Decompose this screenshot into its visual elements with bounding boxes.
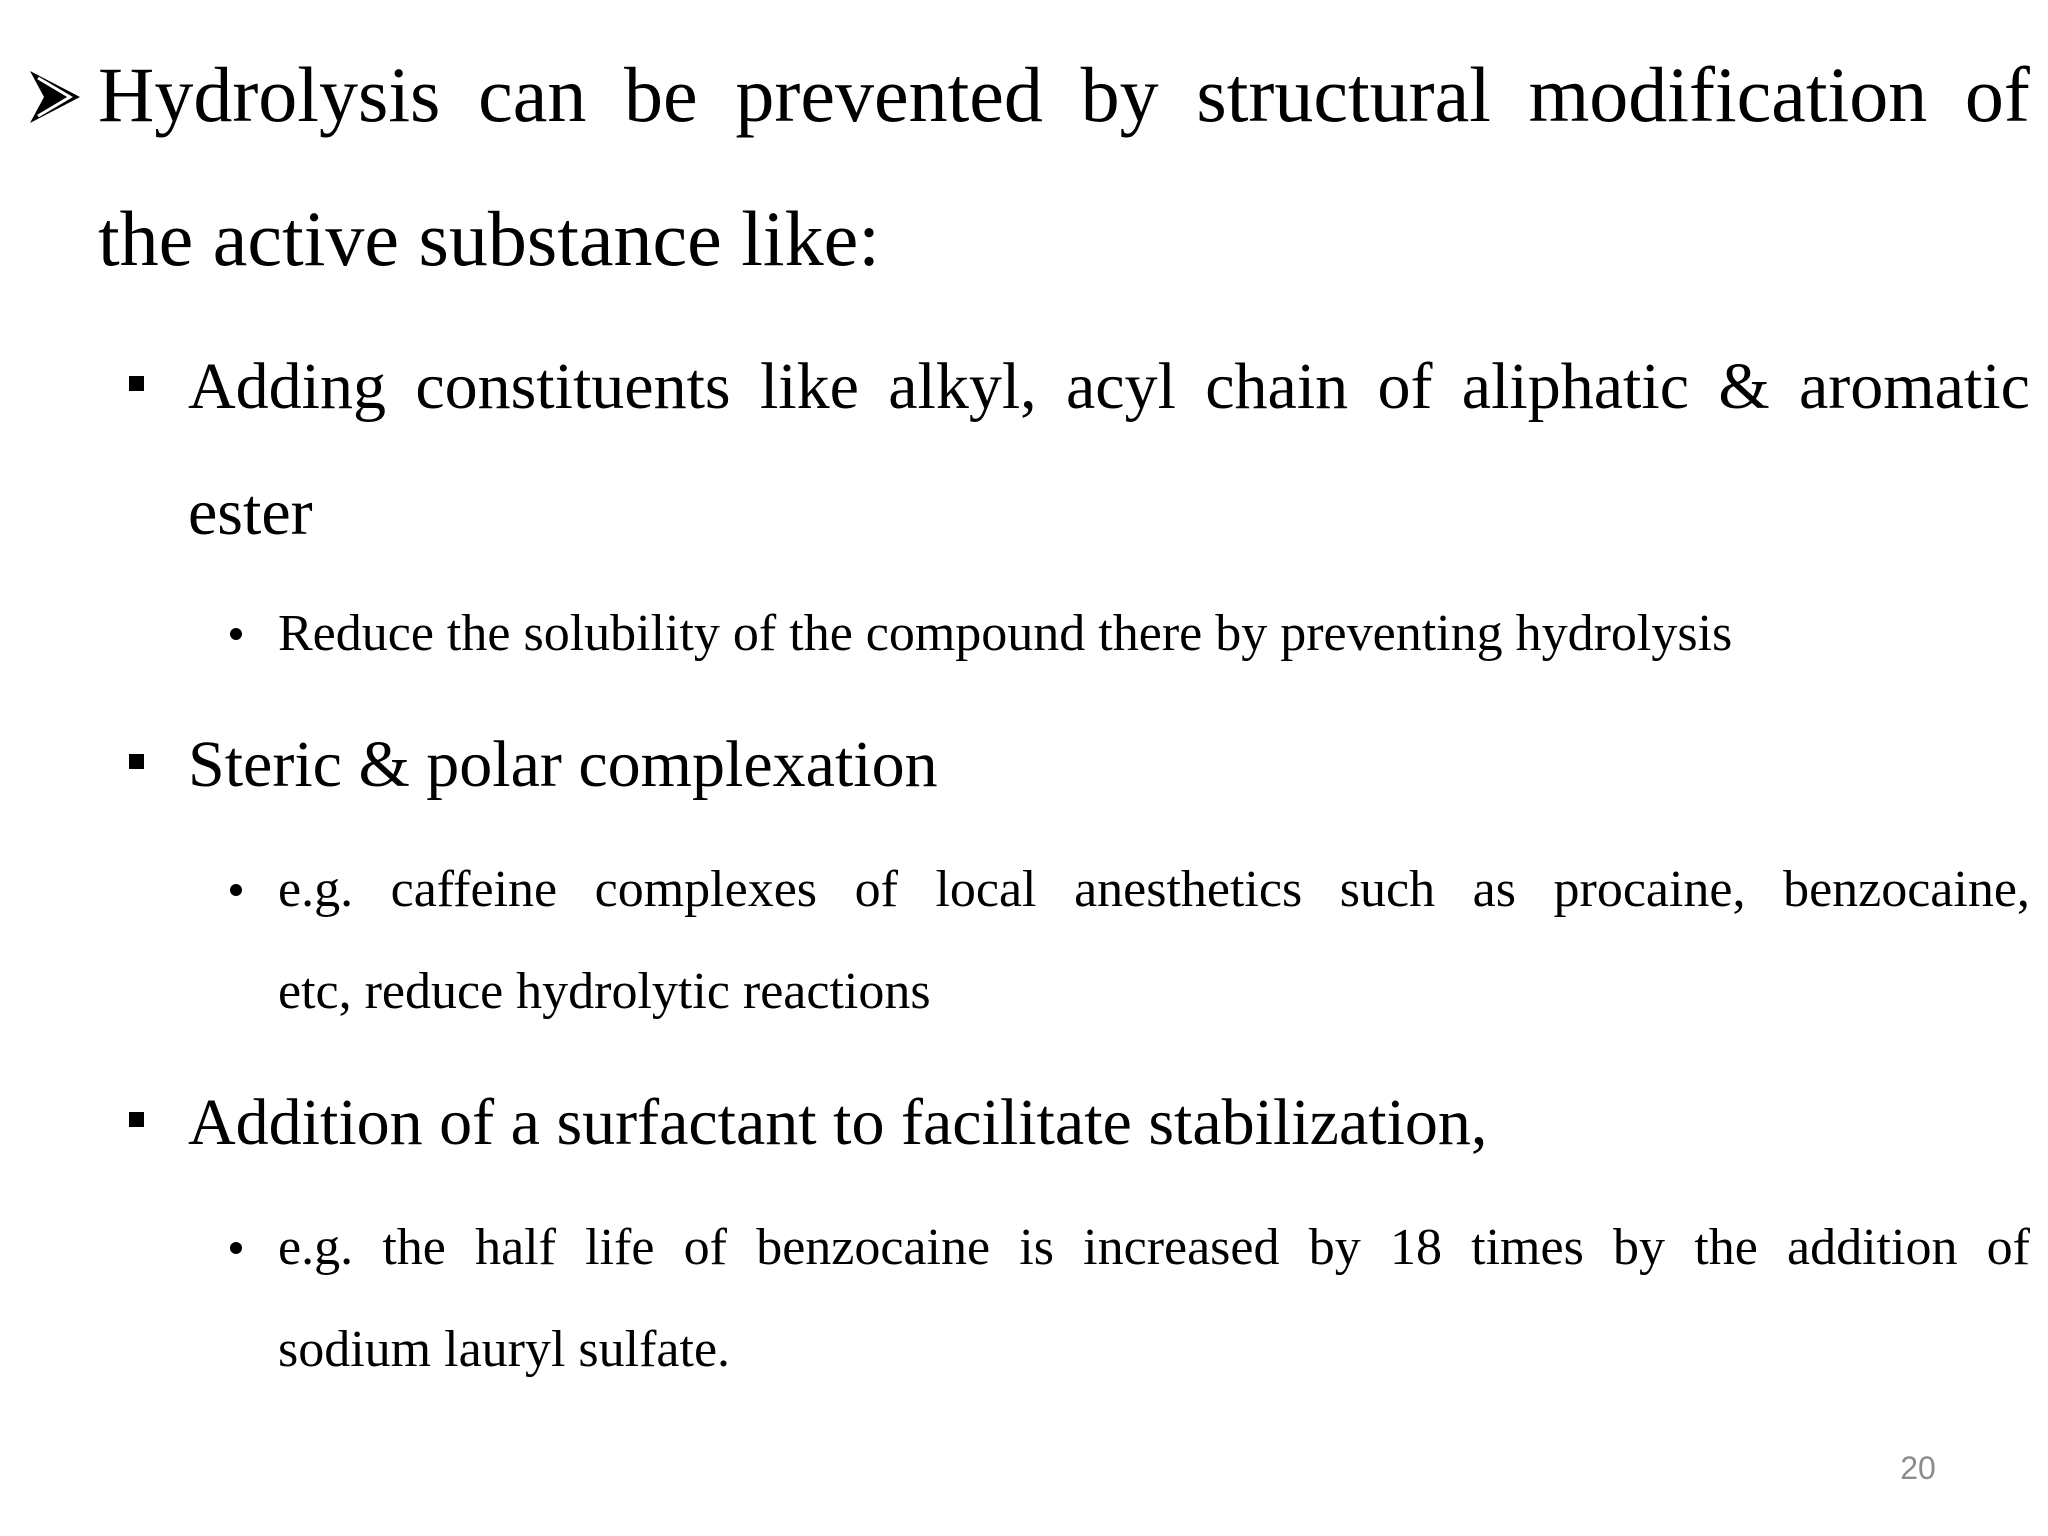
- word: &: [1718, 350, 1770, 423]
- word: structural: [1196, 51, 1491, 138]
- word: modification: [1528, 51, 1928, 138]
- word: aliphatic: [1461, 350, 1690, 423]
- word: acyl: [1066, 350, 1176, 423]
- word: like: [759, 350, 859, 423]
- page-number: 20: [1900, 1450, 1936, 1486]
- dot-bullet-icon: [230, 884, 242, 896]
- word: 18: [1389, 1219, 1442, 1276]
- word: aromatic: [1799, 350, 2030, 423]
- word: complexes: [594, 861, 818, 918]
- word: chain: [1205, 350, 1349, 423]
- item-2-sub-line-1: [278, 861, 2030, 918]
- word: benzocaine: [756, 1219, 991, 1276]
- main-bullet-line-1: [98, 51, 2030, 138]
- word: increased: [1083, 1219, 1280, 1276]
- item-3-sub-line-2: sodium lauryl sulfate.: [278, 1321, 731, 1378]
- word: times: [1471, 1219, 1584, 1276]
- square-bullet-icon: [129, 1112, 144, 1127]
- main-bullet-line-2: the active substance like:: [98, 195, 880, 282]
- word: by: [1308, 1219, 1361, 1276]
- word: constituents: [415, 350, 731, 423]
- word: of: [1964, 51, 2030, 138]
- word: caffeine: [390, 861, 558, 918]
- word: e.g.: [278, 861, 354, 918]
- word: alkyl,: [888, 350, 1037, 423]
- dot-bullet-icon: [230, 1242, 242, 1254]
- word: of: [683, 1219, 727, 1276]
- item-2-line-1: Steric & polar complexation: [188, 728, 938, 801]
- item-2-sub-line-2: etc, reduce hydrolytic reactions: [278, 963, 931, 1020]
- word: the: [1694, 1219, 1758, 1276]
- word: as: [1472, 861, 1516, 918]
- item-1-line-1: [188, 350, 2030, 423]
- word: by: [1080, 51, 1159, 138]
- word: be: [624, 51, 698, 138]
- dot-bullet-icon: [230, 628, 242, 640]
- word: of: [854, 861, 898, 918]
- word: benzocaine,: [1783, 861, 2030, 918]
- square-bullet-icon: [129, 754, 144, 769]
- word: half: [475, 1219, 556, 1276]
- word: the: [382, 1219, 446, 1276]
- item-1-line-2: ester: [188, 476, 313, 549]
- word: by: [1613, 1219, 1666, 1276]
- square-bullet-icon: [129, 376, 144, 391]
- item-3-sub-line-1: [278, 1219, 2030, 1276]
- word: local: [935, 861, 1037, 918]
- item-1-sub-line-1: Reduce the solubility of the compound there by preventing hydrolysis: [278, 605, 1733, 662]
- word: Hydrolysis: [98, 51, 441, 138]
- word: anesthetics: [1074, 861, 1303, 918]
- word: can: [478, 51, 587, 138]
- word: addition: [1787, 1219, 1958, 1276]
- word: Adding: [188, 350, 386, 423]
- word: is: [1019, 1219, 1054, 1276]
- arrow-bullet-icon: [26, 68, 84, 126]
- word: prevented: [735, 51, 1043, 138]
- word: procaine,: [1553, 861, 1746, 918]
- word: such: [1339, 861, 1436, 918]
- word: life: [585, 1219, 655, 1276]
- item-3-line-1: Addition of a surfactant to facilitate stabilization,: [188, 1086, 1488, 1159]
- word: e.g.: [278, 1219, 354, 1276]
- word: of: [1986, 1219, 2030, 1276]
- word: of: [1377, 350, 1433, 423]
